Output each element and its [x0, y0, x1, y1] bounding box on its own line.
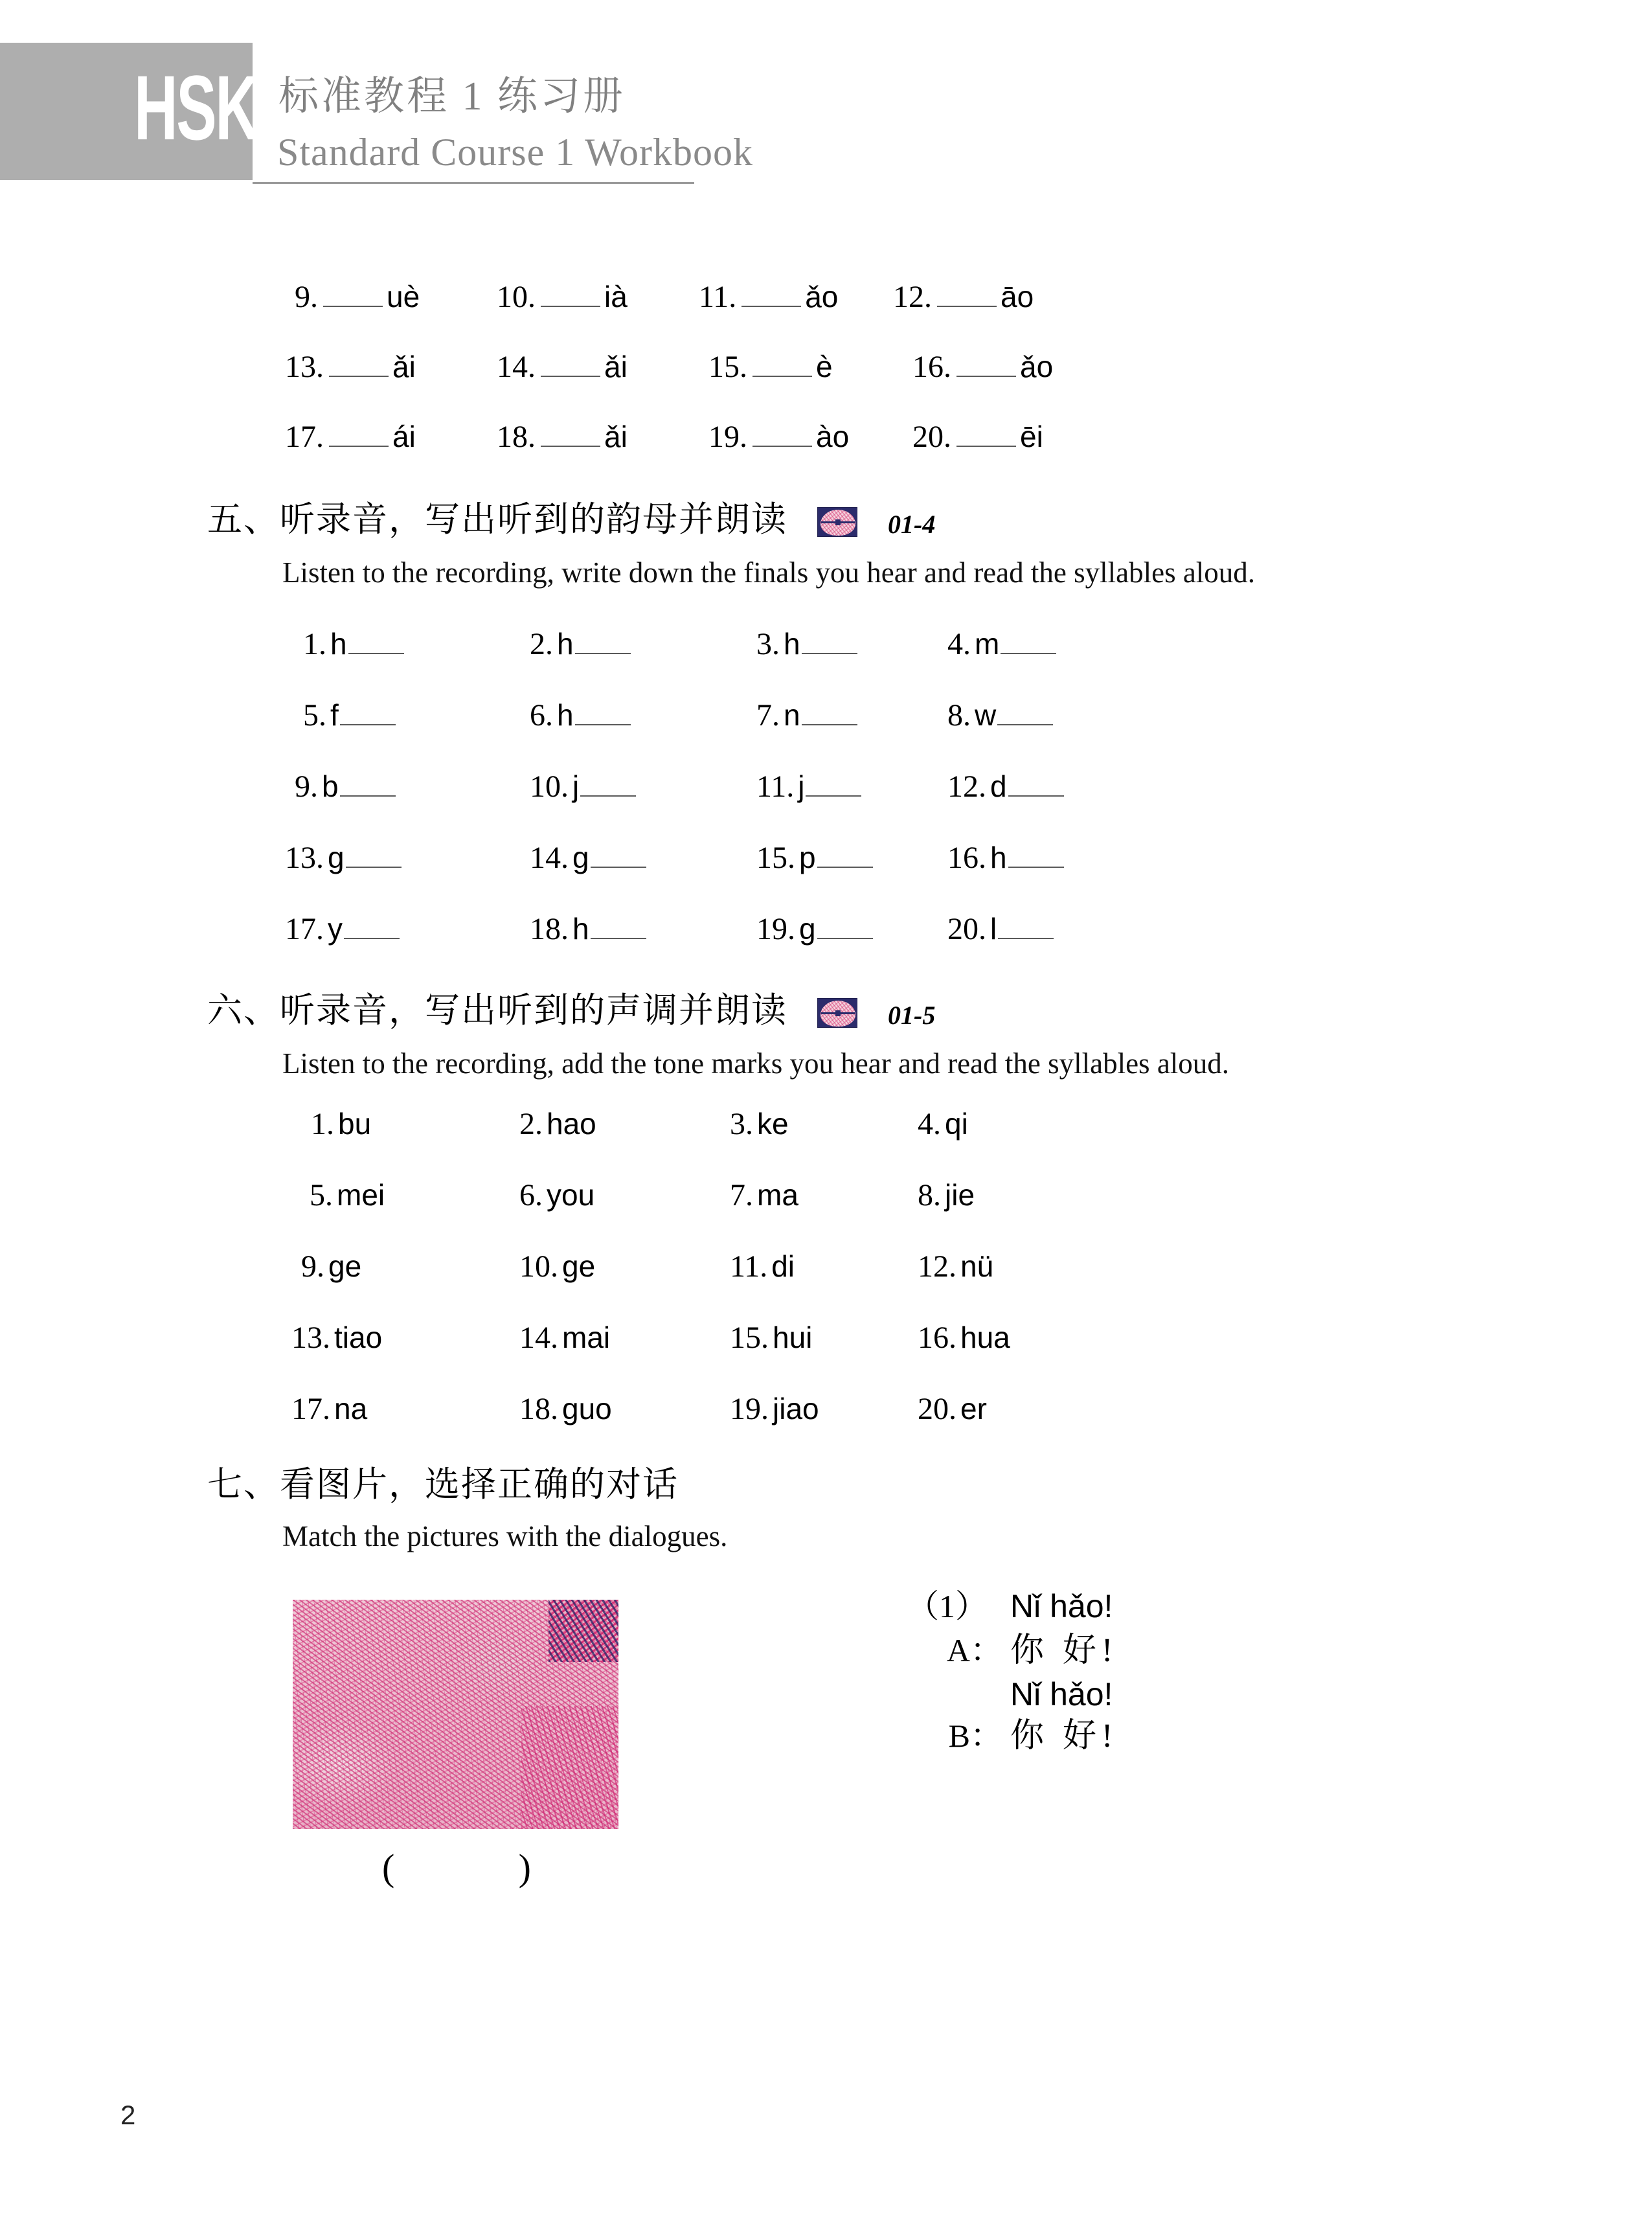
answer-blank[interactable]: [998, 912, 1054, 939]
exercise-item: [756, 769, 947, 802]
exercise-item[interactable]: [730, 1323, 918, 1354]
section-six-heading: 六、听录音，写出听到的声调并朗读: [207, 991, 787, 1030]
exercise-item[interactable]: [519, 1109, 730, 1140]
audio-cassette-icon[interactable]: [817, 998, 857, 1028]
item-number: 12.: [918, 1249, 956, 1284]
top-exercise-row: [285, 420, 1043, 453]
item-syllable[interactable]: jie: [945, 1178, 975, 1212]
item-number: 14.: [497, 350, 536, 384]
dialogue-line: [907, 1590, 1399, 1622]
paren-open: (: [382, 1846, 395, 1889]
item-syllable[interactable]: guo: [562, 1392, 612, 1425]
answer-blank[interactable]: [541, 350, 600, 377]
section-six-row: [301, 1251, 993, 1282]
section-five-subtitle: Listen to the recording, write down the finals you hear and read the syllables aloud.: [282, 556, 1256, 589]
exercise-item[interactable]: [519, 1180, 730, 1211]
item-number: 11.: [756, 769, 795, 804]
exercise-item: [893, 280, 1034, 313]
paren-close: ): [518, 1846, 531, 1889]
exercise-item[interactable]: [519, 1323, 730, 1354]
answer-blank[interactable]: [752, 420, 812, 447]
item-number: 12.: [893, 280, 932, 314]
exercise-item: [947, 912, 1054, 945]
answer-blank[interactable]: [937, 280, 997, 307]
item-final: ái: [392, 420, 416, 453]
item-initial: h: [990, 841, 1007, 874]
exercise-item: [947, 698, 1053, 731]
item-number: 9.: [295, 769, 318, 804]
item-number: 12.: [947, 769, 986, 804]
item-final: ǎi: [604, 420, 628, 453]
item-syllable[interactable]: nü: [960, 1249, 994, 1283]
item-initial: m: [975, 627, 1000, 661]
header-divider: [253, 182, 694, 184]
dialogue-line: [907, 1720, 1399, 1753]
header-title-english: Standard Course 1 Workbook: [277, 131, 753, 174]
header-title-chinese: 标准教程 1 练习册: [278, 74, 626, 119]
item-number: 13.: [285, 841, 324, 875]
section-six-row: [291, 1394, 987, 1425]
top-exercise-row: [295, 280, 1034, 313]
item-initial: w: [975, 698, 997, 732]
item-syllable[interactable]: jiao: [773, 1392, 819, 1425]
answer-blank[interactable]: [997, 698, 1053, 725]
photo-corner-detail: [549, 1600, 618, 1662]
item-initial: f: [330, 698, 339, 732]
item-number: 16.: [912, 350, 951, 384]
exercise-item[interactable]: [301, 1251, 519, 1282]
item-syllable[interactable]: mai: [562, 1321, 611, 1354]
item-syllable[interactable]: hua: [960, 1321, 1010, 1354]
exercise-item: [295, 280, 497, 313]
item-syllable[interactable]: er: [960, 1392, 987, 1425]
item-syllable[interactable]: ge: [328, 1249, 362, 1283]
item-number: 8.: [947, 698, 971, 733]
dialogue-hanzi: 你 好!: [1010, 1632, 1118, 1669]
item-number: 6.: [530, 698, 553, 733]
exercise-item: [303, 698, 530, 731]
item-final: è: [816, 350, 833, 383]
section-five-row: [285, 912, 1054, 945]
item-syllable[interactable]: ge: [562, 1249, 596, 1283]
answer-blank[interactable]: [323, 280, 383, 307]
exercise-item: [530, 769, 756, 802]
item-initial: p: [799, 841, 816, 874]
item-initial: n: [784, 698, 800, 732]
answer-blank[interactable]: [741, 280, 801, 307]
dialogue-pinyin: Nǐ hǎo!: [1010, 1588, 1113, 1624]
exercise-item: [497, 420, 708, 453]
answer-blank[interactable]: [346, 841, 402, 868]
exercise-item: [912, 350, 1053, 383]
section-five-row: [303, 627, 1056, 660]
answer-blank[interactable]: [956, 420, 1016, 447]
exercise-item: [285, 841, 530, 874]
exercise-item: [285, 912, 530, 945]
item-final: uè: [387, 280, 420, 313]
section-seven-heading: 七、看图片，选择正确的对话: [207, 1465, 679, 1504]
item-number: 19.: [708, 420, 747, 454]
answer-blank[interactable]: [591, 912, 646, 939]
item-syllable[interactable]: bu: [338, 1107, 372, 1141]
answer-blank[interactable]: [580, 769, 636, 797]
answer-blank[interactable]: [329, 420, 389, 447]
item-number: 7.: [756, 698, 780, 733]
item-number: 1.: [303, 627, 326, 661]
item-initial: d: [990, 769, 1007, 803]
top-exercise-row: [285, 350, 1053, 383]
item-number: 20.: [947, 912, 986, 946]
item-number: 2.: [519, 1107, 543, 1141]
section-five-row: [295, 769, 1064, 802]
answer-parentheses[interactable]: [382, 1846, 531, 1889]
item-syllable[interactable]: qi: [945, 1107, 968, 1141]
exercise-item[interactable]: [291, 1323, 519, 1354]
item-number: 1.: [311, 1107, 334, 1141]
answer-blank[interactable]: [752, 350, 812, 377]
item-initial: h: [557, 627, 574, 661]
item-syllable[interactable]: na: [334, 1392, 368, 1425]
answer-blank[interactable]: [802, 698, 857, 725]
item-syllable[interactable]: mei: [337, 1178, 385, 1212]
section-five-heading: 五、听录音，写出听到的韵母并朗读: [207, 500, 787, 539]
exercise-item: [530, 698, 756, 731]
exercise-item[interactable]: [730, 1180, 918, 1211]
item-syllable[interactable]: di: [771, 1249, 795, 1283]
item-initial: y: [328, 912, 343, 946]
item-number: 10.: [530, 769, 569, 804]
item-number: 4.: [947, 627, 971, 661]
item-number: 13.: [291, 1321, 330, 1355]
cassette-notch: [835, 519, 841, 525]
item-final: ào: [816, 420, 850, 453]
exercise-item[interactable]: [918, 1394, 987, 1425]
exercise-item: [756, 841, 947, 874]
item-number: 18.: [497, 420, 536, 454]
answer-blank[interactable]: [344, 912, 400, 939]
item-number: 10.: [497, 280, 536, 314]
item-number: 4.: [918, 1107, 941, 1141]
item-initial: j: [572, 769, 580, 803]
exercise-item: [756, 627, 947, 660]
dialogue-speaker: A：: [946, 1632, 1002, 1668]
answer-blank[interactable]: [806, 769, 861, 797]
item-number: 17.: [291, 1392, 330, 1426]
item-initial: g: [799, 912, 816, 946]
exercise-item: [497, 280, 699, 313]
item-number: 14.: [530, 841, 569, 875]
page-header: [0, 0, 1652, 188]
dialogue-index: （1）: [907, 1588, 988, 1624]
exercise-item[interactable]: [918, 1323, 1010, 1354]
item-number: 15.: [708, 350, 747, 384]
item-number: 15.: [730, 1321, 769, 1355]
item-syllable[interactable]: hao: [547, 1107, 596, 1141]
item-number: 5.: [303, 698, 326, 733]
exercise-item: [303, 627, 530, 660]
dialogue-speaker: B：: [948, 1718, 1002, 1754]
exercise-item: [708, 420, 912, 453]
exercise-item: [295, 769, 530, 802]
section-five-row: [303, 698, 1053, 731]
exercise-item[interactable]: [730, 1394, 918, 1425]
item-number: 17.: [285, 912, 324, 946]
photo-streak-detail: [521, 1706, 618, 1829]
exercise-item: [947, 769, 1064, 802]
answer-blank[interactable]: [1001, 627, 1056, 654]
item-number: 10.: [519, 1249, 558, 1284]
section-five-row: [285, 841, 1064, 874]
item-number: 6.: [519, 1178, 543, 1212]
exercise-item: [708, 350, 912, 383]
item-number: 7.: [730, 1178, 753, 1212]
item-number: 11.: [730, 1249, 768, 1284]
dialogue-pinyin: Nǐ hǎo!: [1010, 1676, 1113, 1712]
item-number: 8.: [918, 1178, 941, 1212]
answer-blank[interactable]: [348, 627, 404, 654]
item-final: ǎi: [604, 350, 628, 383]
item-final: ǎi: [392, 350, 416, 383]
item-syllable[interactable]: ke: [757, 1107, 789, 1141]
exercise-item: [947, 841, 1064, 874]
item-number: 19.: [756, 912, 795, 946]
exercise-item: [285, 350, 497, 383]
answer-blank[interactable]: [541, 280, 600, 307]
answer-blank[interactable]: [329, 350, 389, 377]
exercise-item: [912, 420, 1043, 453]
exercise-item[interactable]: [918, 1109, 968, 1140]
item-number: 11.: [699, 280, 737, 314]
item-final: ǎo: [805, 280, 839, 313]
answer-blank[interactable]: [575, 627, 631, 654]
cassette-notch: [835, 1010, 841, 1016]
item-initial: h: [572, 912, 589, 946]
item-number: 20.: [912, 420, 951, 454]
item-number: 19.: [730, 1392, 769, 1426]
item-number: 18.: [530, 912, 569, 946]
exercise-photo[interactable]: [293, 1600, 618, 1829]
exercise-item: [285, 420, 497, 453]
exercise-item: [530, 627, 756, 660]
page-number: 2: [120, 2100, 136, 2130]
item-number: 9.: [295, 280, 318, 314]
item-final: ià: [604, 280, 628, 313]
item-number: 17.: [285, 420, 324, 454]
answer-blank[interactable]: [1008, 841, 1064, 868]
item-initial: g: [328, 841, 345, 874]
item-syllable[interactable]: ma: [757, 1178, 798, 1212]
item-initial: h: [330, 627, 347, 661]
item-syllable[interactable]: you: [547, 1178, 595, 1212]
answer-blank[interactable]: [817, 912, 873, 939]
dialogue-block: [907, 1590, 1399, 1765]
exercise-item: [756, 912, 947, 945]
exercise-item[interactable]: [918, 1180, 975, 1211]
answer-blank[interactable]: [1008, 769, 1064, 797]
dialogue-line: [907, 1634, 1399, 1668]
exercise-item[interactable]: [730, 1251, 918, 1282]
item-number: 13.: [285, 350, 324, 384]
audio-track-label: 01-5: [888, 1001, 936, 1030]
audio-track-label: 01-4: [888, 510, 936, 539]
answer-blank[interactable]: [541, 420, 600, 447]
item-initial: b: [322, 769, 339, 803]
exercise-item: [530, 841, 756, 874]
item-number: 14.: [519, 1321, 558, 1355]
answer-blank[interactable]: [802, 627, 857, 654]
exercise-item: [699, 280, 893, 313]
item-number: 15.: [756, 841, 795, 875]
exercise-item[interactable]: [730, 1109, 918, 1140]
item-number: 3.: [756, 627, 780, 661]
answer-blank[interactable]: [340, 698, 396, 725]
section-six-row: [291, 1323, 1010, 1354]
item-number: 5.: [310, 1178, 333, 1212]
item-initial: g: [572, 841, 589, 874]
answer-blank[interactable]: [591, 841, 646, 868]
answer-blank[interactable]: [575, 698, 631, 725]
item-initial: h: [557, 698, 574, 732]
dialogue-hanzi: 你 好!: [1010, 1718, 1118, 1755]
hsk-logo-text: HSK: [134, 56, 258, 159]
section-seven-subtitle: Match the pictures with the dialogues.: [282, 1520, 728, 1552]
item-initial: l: [990, 912, 997, 946]
item-syllable[interactable]: hui: [773, 1321, 813, 1354]
exercise-item[interactable]: [918, 1251, 993, 1282]
item-number: 16.: [918, 1321, 956, 1355]
answer-blank[interactable]: [956, 350, 1016, 377]
exercise-item: [530, 912, 756, 945]
exercise-item[interactable]: [519, 1251, 730, 1282]
item-number: 3.: [730, 1107, 753, 1141]
item-final: ēi: [1020, 420, 1043, 453]
exercise-item[interactable]: [311, 1109, 519, 1140]
item-number: 16.: [947, 841, 986, 875]
exercise-item[interactable]: [291, 1394, 519, 1425]
exercise-item[interactable]: [519, 1394, 730, 1425]
item-initial: h: [784, 627, 800, 661]
item-syllable[interactable]: tiao: [334, 1321, 383, 1354]
item-initial: j: [798, 769, 805, 803]
exercise-item: [497, 350, 708, 383]
answer-blank[interactable]: [340, 769, 396, 797]
section-six-row: [310, 1180, 975, 1211]
audio-cassette-icon[interactable]: [817, 507, 857, 537]
item-final: āo: [1001, 280, 1034, 313]
answer-blank[interactable]: [817, 841, 873, 868]
item-number: 20.: [918, 1392, 956, 1426]
item-number: 9.: [301, 1249, 324, 1284]
dialogue-line: [907, 1678, 1399, 1710]
item-number: 18.: [519, 1392, 558, 1426]
exercise-item: [756, 698, 947, 731]
section-six-row: [311, 1109, 968, 1140]
item-final: ǎo: [1020, 350, 1054, 383]
item-number: 2.: [530, 627, 553, 661]
section-six-subtitle: Listen to the recording, add the tone marks you hear and read the syllables aloud.: [282, 1047, 1230, 1080]
exercise-item[interactable]: [310, 1180, 519, 1211]
exercise-item: [947, 627, 1056, 660]
